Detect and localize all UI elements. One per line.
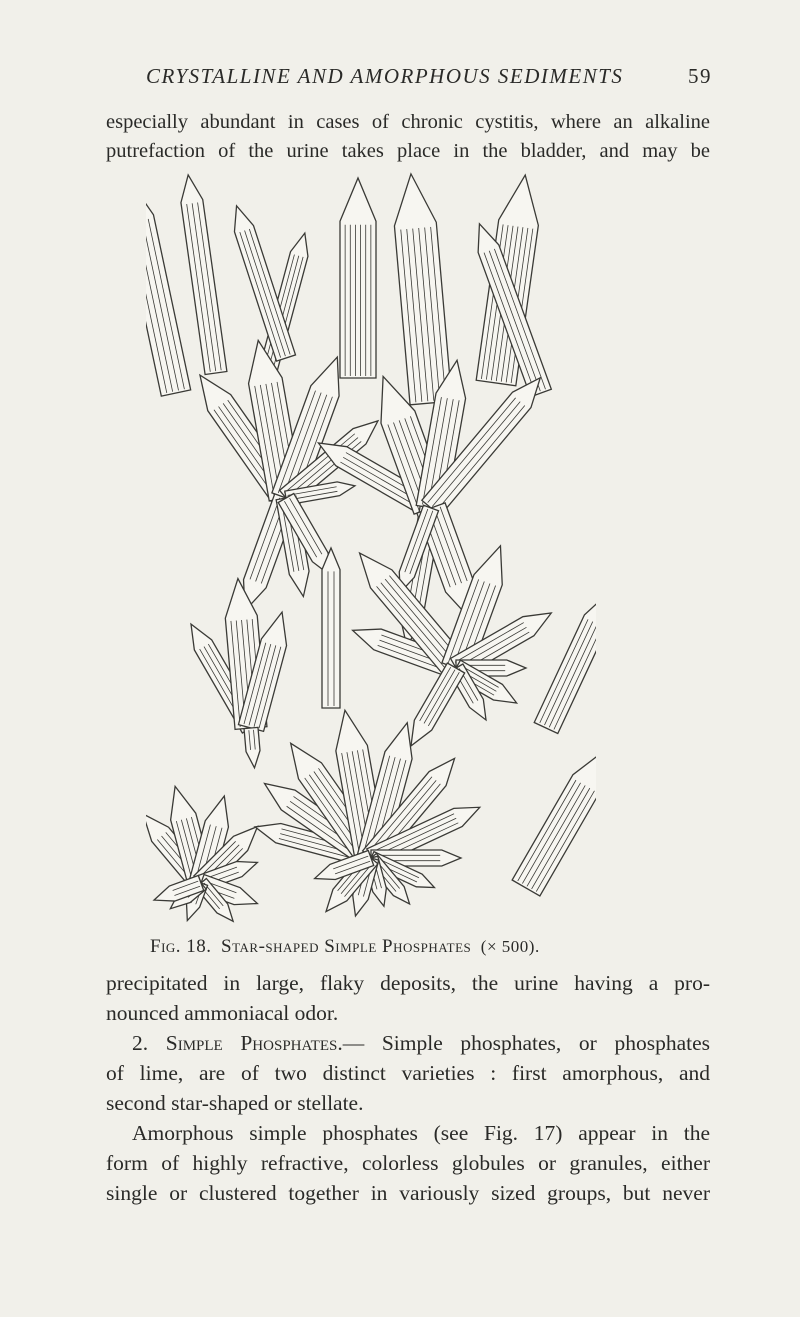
crystal-rosette-ray bbox=[402, 663, 464, 751]
caption-title: Star-shaped Simple Phosphates bbox=[221, 936, 472, 957]
figure-caption bbox=[150, 936, 710, 958]
running-head-title: CRYSTALLINE AND AMORPHOUS SEDIMENTS bbox=[146, 64, 624, 88]
running-head bbox=[146, 64, 712, 94]
text-fragment: — Simple phosphates, or phosphates bbox=[342, 1031, 711, 1055]
text-line: Amorphous simple phosphates (see Fig. 17) appear in the bbox=[132, 1121, 710, 1145]
crystal-illustration bbox=[146, 168, 596, 938]
text-line: putrefaction of the urine takes place in the bladder, and may be bbox=[106, 140, 710, 162]
crystal-prism bbox=[340, 178, 376, 378]
crystal-prism bbox=[512, 741, 596, 896]
caption-magnification: (× 500). bbox=[480, 937, 540, 956]
text-line: especially abundant in cases of chronic cystitis, where an alkaline bbox=[106, 111, 710, 133]
top-paragraph bbox=[106, 108, 710, 166]
text-line: second star-shaped or stellate. bbox=[106, 1091, 364, 1115]
crystal-prism bbox=[322, 548, 340, 708]
section-heading: Simple Phosphates. bbox=[165, 1031, 343, 1055]
text-line: of lime, are of two distinct varieties : first amorphous, and bbox=[106, 1061, 710, 1085]
caption-label: Fig. 18. bbox=[150, 936, 212, 957]
crystal-rosette-ray bbox=[244, 727, 261, 768]
page-number: 59 bbox=[688, 64, 712, 88]
text-line: nounced ammoniacal odor. bbox=[106, 1001, 339, 1025]
crystal-prism bbox=[534, 587, 596, 734]
section-number: 2. bbox=[132, 1031, 149, 1055]
text-line: form of highly refractive, colorless globules or granules, either bbox=[106, 1151, 710, 1175]
body-text bbox=[106, 968, 710, 1208]
crystal-prism bbox=[390, 172, 452, 405]
text-line: single or clustered together in variously sized groups, but never bbox=[106, 1181, 710, 1205]
text-line: precipitated in large, flaky deposits, the urine having a pro- bbox=[106, 971, 710, 995]
crystal-prism bbox=[177, 173, 227, 374]
figure-star-shaped-crystals bbox=[146, 168, 596, 938]
section-heading-line bbox=[106, 1028, 710, 1058]
